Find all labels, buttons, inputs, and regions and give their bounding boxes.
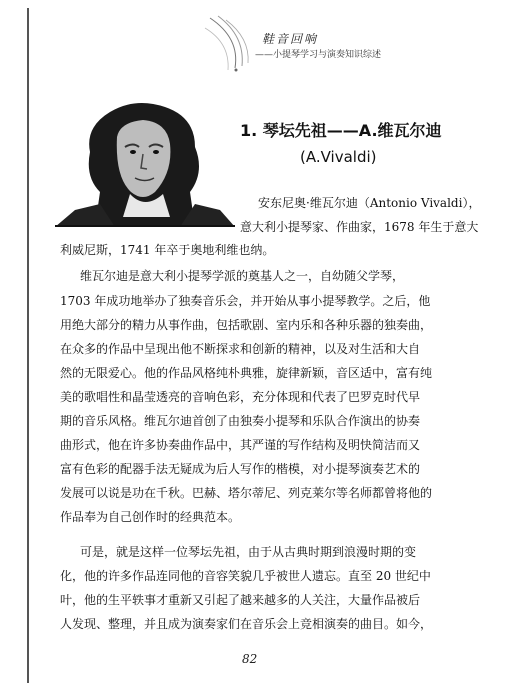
body-line: 叶，他的生平轶事才重新又引起了越来越多的人关注，大量作品被后 xyxy=(60,593,421,607)
body-line: 意大利小提琴家、作曲家，1678 年生于意大 xyxy=(240,220,479,234)
body-line: 安东尼奥·维瓦尔迪（Antonio Vivaldi）， xyxy=(258,196,481,210)
body-line: 期的音乐风格。维瓦尔迪首创了由独奏小提琴和乐队合作演出的协奏 xyxy=(60,414,421,428)
body-line: 在众多的作品中呈现出他不断探求和创新的精神，以及对生活和大自 xyxy=(60,342,421,356)
section-title: 1. 琴坛先祖——A.维瓦尔迪 xyxy=(240,121,442,140)
body-line: 曲形式，他在许多协奏曲作品中，其严谨的写作结构及明快简洁而又 xyxy=(60,438,421,452)
body-line: 发展可以说是功在千秋。巴赫、塔尔蒂尼、列克莱尔等名师都曾将他的 xyxy=(60,486,433,500)
page-edge-rule xyxy=(27,8,29,683)
body-line: 利威尼斯，1741 年卒于奥地利维也纳。 xyxy=(60,243,275,257)
body-line: 作品奉为自己创作时的经典范本。 xyxy=(60,510,241,524)
body-line: 可是，就是这样一位琴坛先祖，由于从古典时期到浪漫时期的变 xyxy=(80,545,417,559)
page-number: 82 xyxy=(242,652,258,666)
body-line: 1703 年成功地举办了独奏音乐会，并开始从事小提琴教学。之后，他 xyxy=(60,294,431,308)
portrait-engraving xyxy=(55,92,235,227)
body-line: 维瓦尔迪是意大利小提琴学派的奠基人之一，自幼随父学琴， xyxy=(80,269,405,283)
body-line: 然的无限爱心。他的作品风格纯朴典雅，旋律新颖，音区适中，富有纯 xyxy=(60,366,433,380)
body-line: 美的歌唱性和晶莹透亮的音响色彩，充分体现和代表了巴罗克时代早 xyxy=(60,390,421,404)
body-line: 人发现、整理，并且成为演奏家们在音乐会上竞相演奏的曲目。如今， xyxy=(60,617,433,631)
body-line: 化，他的许多作品连同他的音容笑貌几乎被世人遗忘。直至 20 世纪中 xyxy=(60,569,431,583)
body-line: 用绝大部分的精力从事作曲，包括歌剧、室内乐和各种乐器的独奏曲， xyxy=(60,318,433,332)
body-line: 富有色彩的配器手法无疑成为后人写作的楷模，对小提琴演奏艺术的 xyxy=(60,462,421,476)
section-subtitle: (A.Vivaldi) xyxy=(300,148,377,166)
running-header-subtitle: ——小提琴学习与演奏知识综述 xyxy=(255,50,382,60)
running-header-title: 鞋音回响 xyxy=(262,32,319,46)
